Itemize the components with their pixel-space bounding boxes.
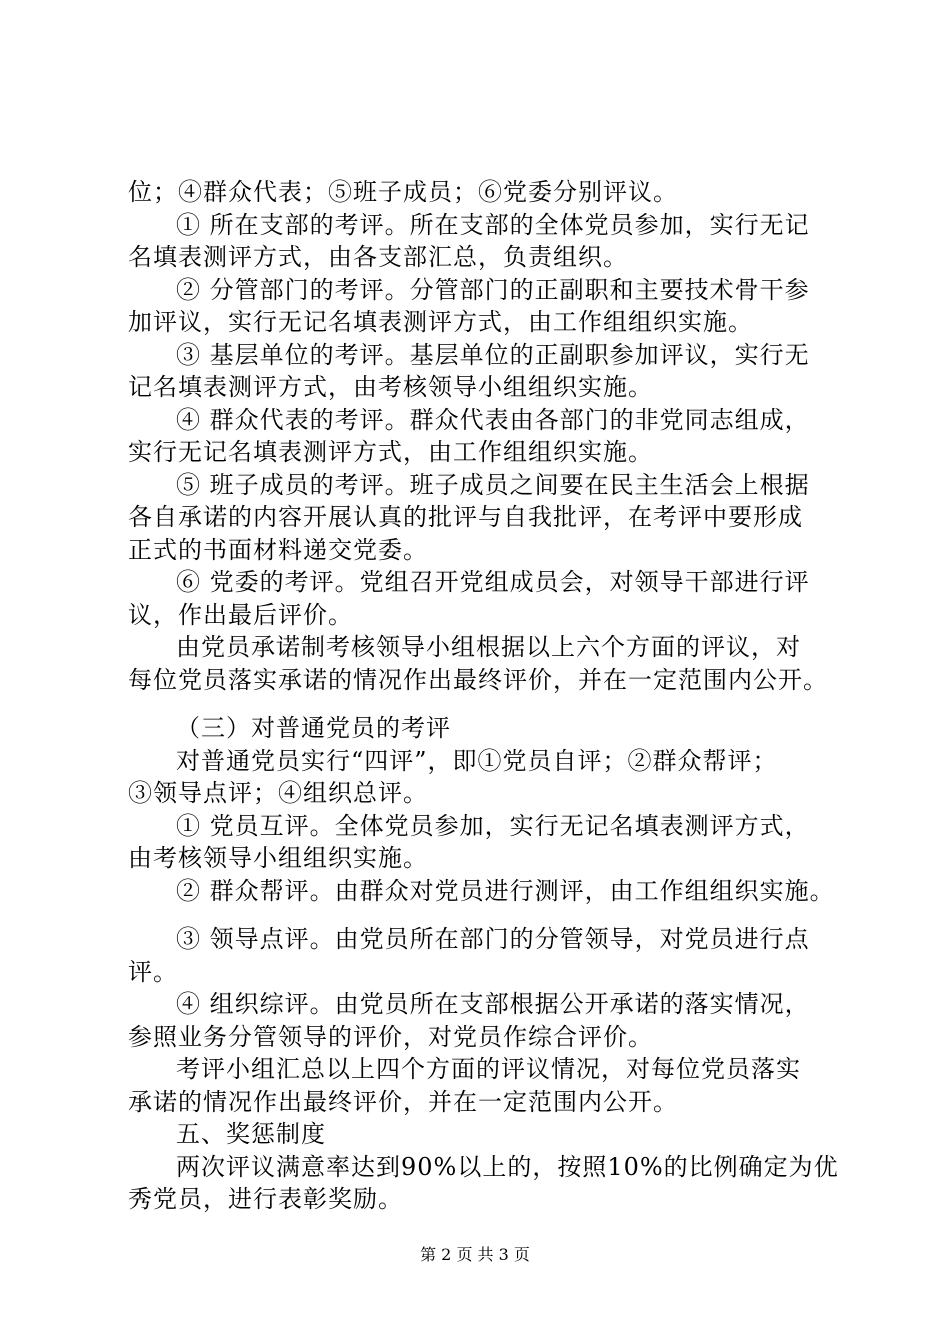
paragraph-line: 议，作出最后评价。: [128, 601, 353, 629]
paragraph-line: ⑥ 党委的考评。党组召开党组成员会，对领导干部进行评: [176, 568, 810, 596]
paragraph-line: 各自承诺的内容开展认真的批评与自我批评，在考评中要形成: [128, 503, 803, 531]
paragraph-line: 秀党员，进行表彰奖励。: [128, 1185, 403, 1213]
paragraph-line: 由考核领导小组组织实施。: [128, 844, 428, 872]
paragraph-line: ① 党员互评。全体党员参加，实行无记名填表测评方式，: [176, 812, 810, 840]
paragraph-line: 参照业务分管领导的评价，对党员作综合评价。: [128, 1023, 653, 1051]
paragraph-line: 对普通党员实行“四评”，即①党员自评；②群众帮评；: [176, 747, 778, 775]
paragraph-line: 记名填表测评方式，由考核领导小组组织实施。: [128, 373, 653, 401]
paragraph-line: 考评小组汇总以上四个方面的评议情况，对每位党员落实: [176, 1055, 801, 1083]
paragraph-line: ② 群众帮评。由群众对党员进行测评，由工作组组织实施。: [176, 877, 835, 905]
paragraph-line: 名填表测评方式，由各支部汇总，负责组织。: [128, 243, 628, 271]
paragraph-line: ② 分管部门的考评。分管部门的正副职和主要技术骨干参: [176, 276, 810, 304]
paragraph-line: ⑤ 班子成员的考评。班子成员之间要在民主生活会上根据: [176, 471, 810, 499]
paragraph-line: 位；④群众代表；⑤班子成员；⑥党委分别评议。: [128, 178, 678, 206]
paragraph-line: 每位党员落实承诺的情况作出最终评价，并在一定范围内公开。: [128, 666, 828, 694]
page-number-footer: 第 2 页 共 3 页: [420, 1245, 530, 1264]
paragraph-line: ③领导点评；④组织总评。: [128, 779, 428, 807]
paragraph-line: ③ 领导点评。由党员所在部门的分管领导，对党员进行点: [176, 925, 810, 953]
section-heading: （三）对普通党员的考评: [176, 714, 451, 742]
paragraph-line: 评。: [128, 958, 178, 986]
paragraph-line: 由党员承诺制考核领导小组根据以上六个方面的评议，对: [176, 633, 801, 661]
paragraph-line: ③ 基层单位的考评。基层单位的正副职参加评议，实行无: [176, 341, 810, 369]
paragraph-line: ① 所在支部的考评。所在支部的全体党员参加，实行无记: [176, 211, 810, 239]
paragraph-line: 承诺的情况作出最终评价，并在一定范围内公开。: [128, 1088, 678, 1116]
paragraph-line: 正式的书面材料递交党委。: [128, 536, 428, 564]
paragraph-line: 实行无记名填表测评方式，由工作组组织实施。: [128, 438, 653, 466]
paragraph-line: 两次评议满意率达到90%以上的，按照10%的比例确定为优: [176, 1153, 839, 1181]
paragraph-line: ④ 组织综评。由党员所在支部根据公开承诺的落实情况，: [176, 990, 810, 1018]
paragraph-line: ④ 群众代表的考评。群众代表由各部门的非党同志组成，: [176, 406, 810, 434]
paragraph-line: 加评议，实行无记名填表测评方式，由工作组组织实施。: [128, 308, 753, 336]
section-heading: 五、奖惩制度: [176, 1120, 326, 1148]
